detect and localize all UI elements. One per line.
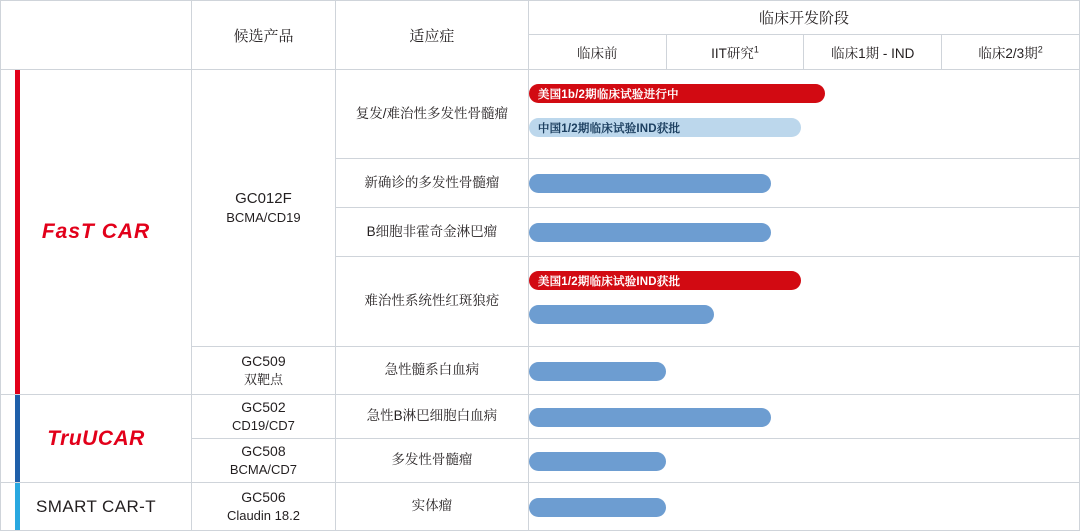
table-row [1, 483, 1080, 531]
brand-cell-truucar [1, 395, 192, 483]
bar-us-12-ind [529, 271, 801, 290]
header-stage-group: 临床开发阶段 [528, 1, 1079, 35]
header-stage-iit [666, 35, 804, 70]
bar-track-3 [528, 208, 1079, 257]
bar-track-8 [528, 483, 1079, 531]
brand-spine-cyan [15, 483, 20, 530]
table-row [1, 70, 1080, 159]
bar-solid-tumor [529, 498, 666, 517]
product-cell-gc502 [192, 395, 336, 439]
header-stage-phase1-label: 临床1期 - IND [831, 46, 915, 61]
bar-label-us-1b2-ongoing: 美国1b/2期临床试验进行中 [537, 88, 679, 101]
bar-aml [529, 362, 666, 381]
product-target-gc508: BCMA/CD7 [229, 462, 298, 478]
header-stage-phase23-sup: 2 [1037, 44, 1043, 55]
header-stage-preclinical [528, 35, 666, 70]
table-header-row-1 [1, 1, 1080, 35]
brand-logo-truucar: TruUCAR [47, 426, 145, 450]
bar-track-1 [528, 70, 1079, 159]
header-stage-preclinical-label: 临床前 [577, 46, 618, 61]
bar-mm-gc508 [529, 452, 666, 471]
product-code-gc509: GC509 [241, 352, 286, 369]
product-target-gc502: CD19/CD7 [232, 418, 295, 434]
header-stage-iit-label: IIT研究 [711, 46, 754, 61]
brand-spine-red [15, 70, 20, 394]
indication-cell-8: 实体瘤 [335, 483, 528, 531]
indication-cell-4: 难治性系统性红斑狼疮 [335, 257, 528, 347]
product-code-gc502: GC502 [241, 398, 286, 415]
bar-cn-12-ind [529, 118, 801, 137]
bar-ndmm [529, 174, 771, 193]
header-stage-phase23 [942, 35, 1080, 70]
indication-cell-5: 急性髓系白血病 [335, 347, 528, 395]
product-target-gc509: 双靶点 [243, 372, 283, 388]
indication-cell-1: 复发/难治性多发性骨髓瘤 [335, 70, 528, 159]
bar-label-us-12-ind: 美国1/2期临床试验IND获批 [537, 275, 681, 288]
header-corner-blank [1, 1, 192, 70]
brand-logo-fastcar: FasT CAR [41, 220, 151, 243]
brand-spine-blue [15, 395, 20, 482]
bar-sle-preclinical [529, 305, 714, 324]
product-cell-gc508 [192, 439, 336, 483]
bar-track-2 [528, 159, 1079, 208]
header-product: 候选产品 [192, 1, 336, 70]
bar-nhl [529, 223, 771, 242]
product-code-gc012f: GC012F [235, 189, 292, 207]
product-cell-gc509 [192, 347, 336, 395]
bar-track-6 [528, 395, 1079, 439]
bar-track-5 [528, 347, 1079, 395]
header-stage-iit-sup: 1 [753, 44, 759, 55]
product-target-gc012f: BCMA/CD19 [226, 210, 301, 226]
header-indication: 适应症 [335, 1, 528, 70]
indication-cell-3: B细胞非霍奇金淋巴瘤 [335, 208, 528, 257]
indication-cell-2: 新确诊的多发性骨髓瘤 [335, 159, 528, 208]
brand-cell-fastcar [1, 70, 192, 395]
indication-cell-7: 多发性骨髓瘤 [335, 439, 528, 483]
bar-label-cn-12-ind: 中国1/2期临床试验IND获批 [537, 122, 681, 135]
bar-us-1b2-ongoing [529, 84, 825, 103]
bar-track-7 [528, 439, 1079, 483]
brand-cell-smartcart [1, 483, 192, 531]
indication-cell-6: 急性B淋巴细胞白血病 [335, 395, 528, 439]
table-row [1, 395, 1080, 439]
bar-ball [529, 408, 771, 427]
header-stage-phase23-label: 临床2/3期 [978, 46, 1038, 61]
product-cell-gc506 [192, 483, 336, 531]
product-target-gc506: Claudin 18.2 [226, 508, 300, 524]
product-code-gc506: GC506 [241, 488, 286, 505]
product-cell-gc012f [192, 70, 336, 347]
bar-track-4 [528, 257, 1079, 347]
header-stage-phase1 [804, 35, 942, 70]
brand-logo-smartcart: SMART CAR-T [36, 496, 156, 516]
product-code-gc508: GC508 [241, 442, 286, 459]
